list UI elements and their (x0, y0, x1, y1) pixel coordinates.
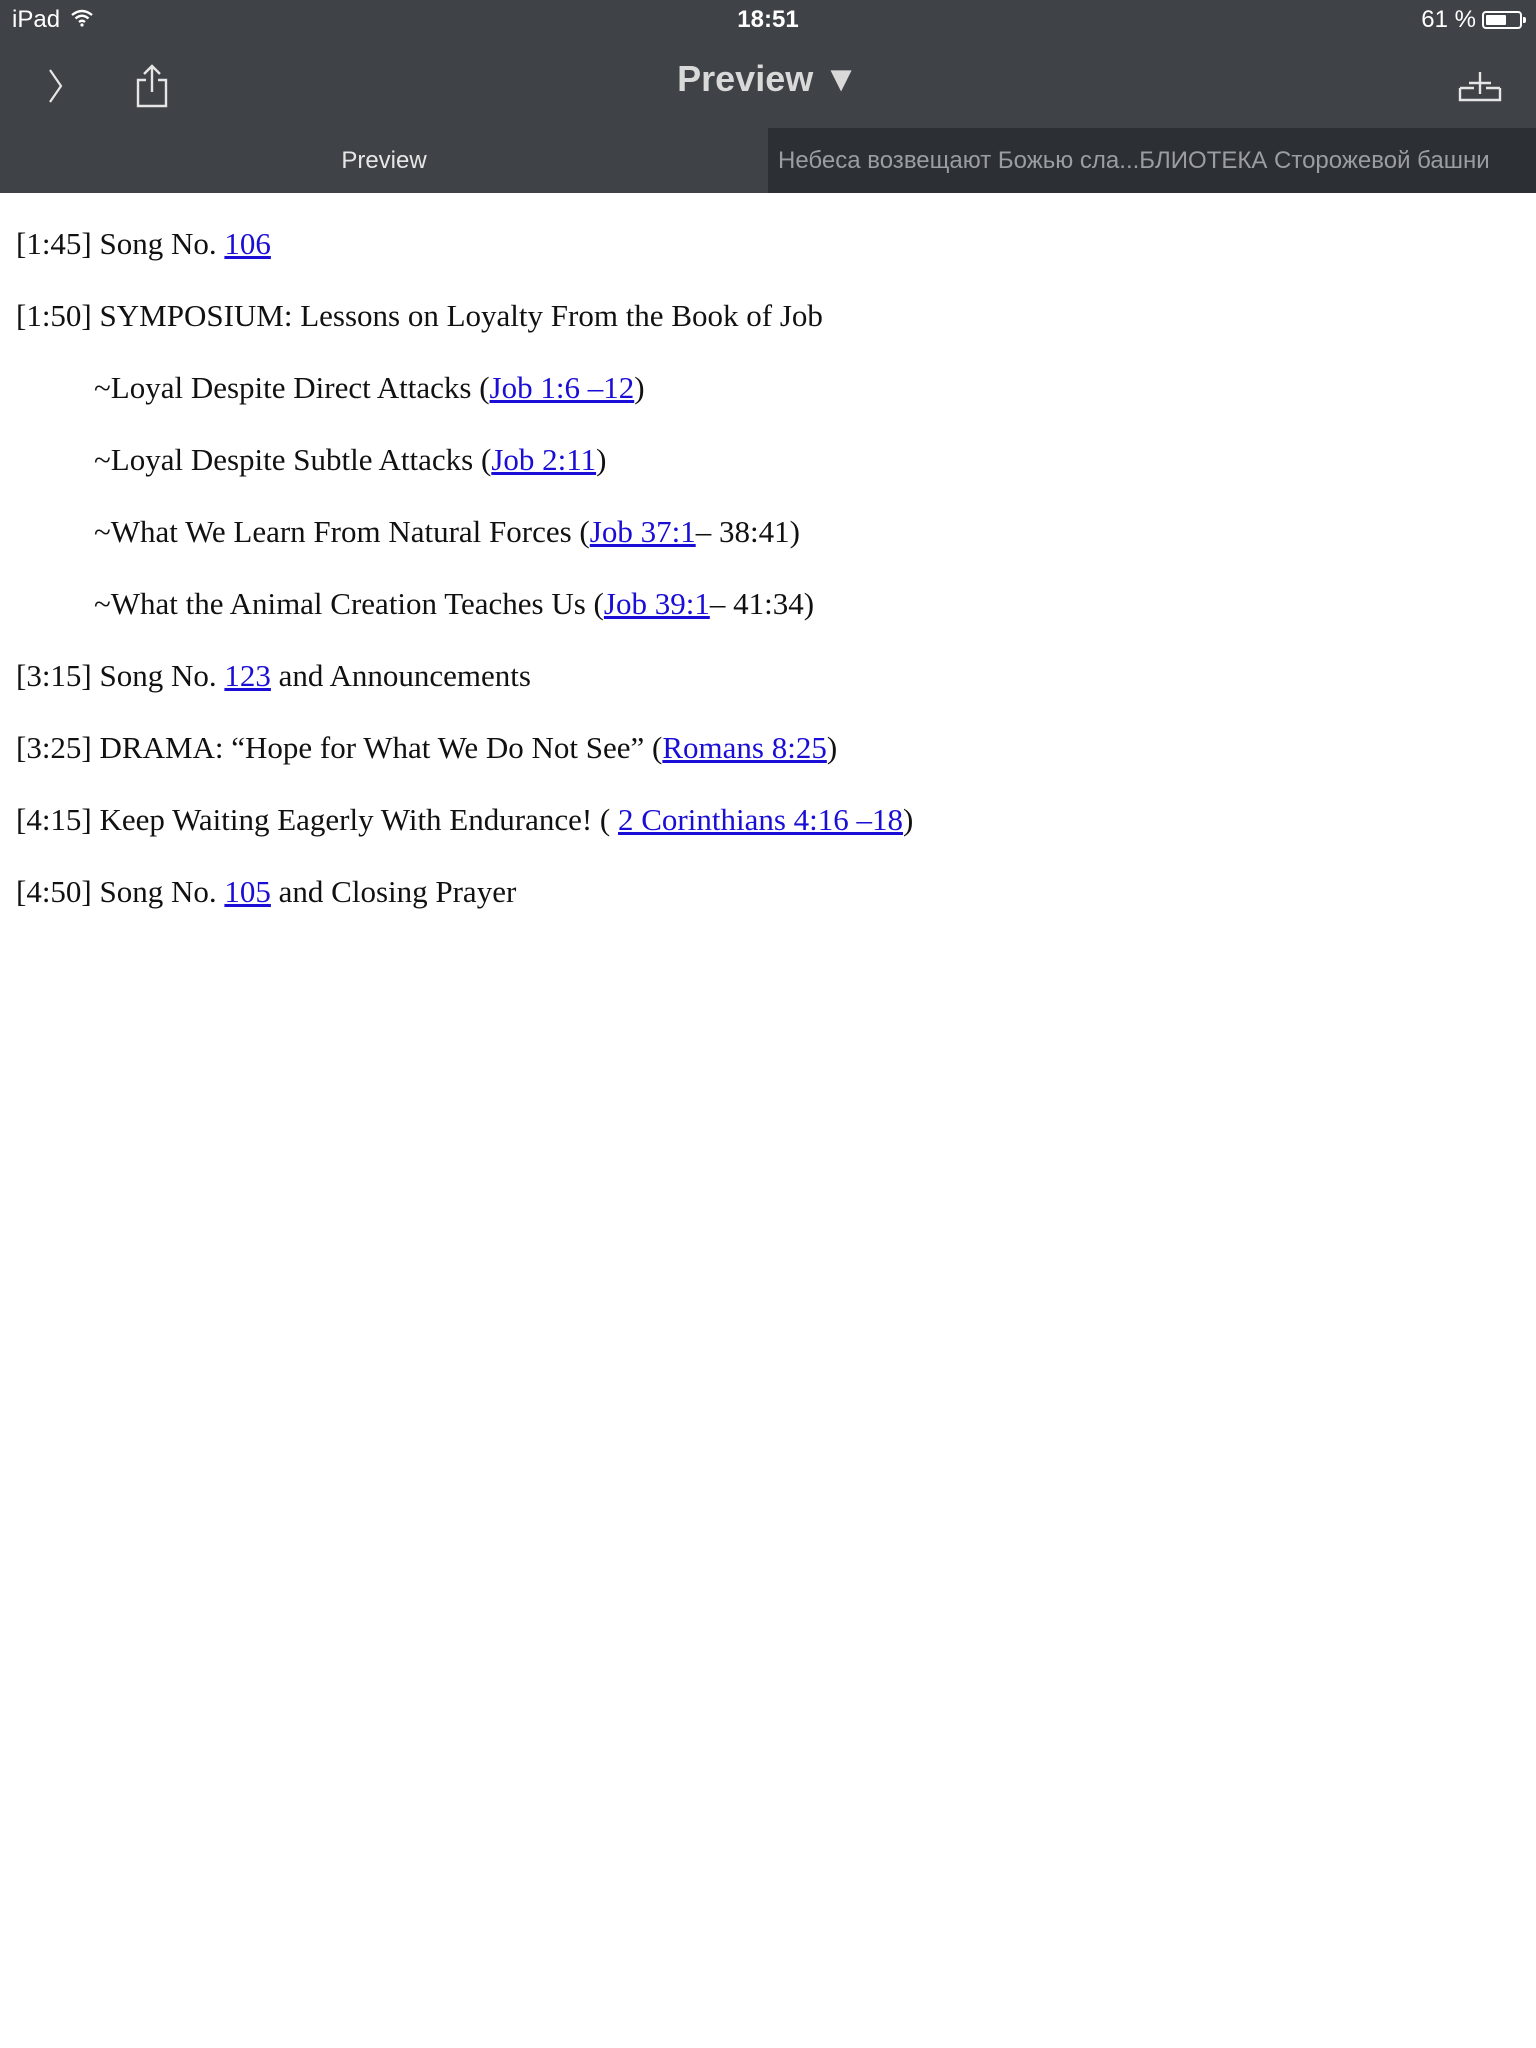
song-link[interactable]: 123 (224, 658, 271, 693)
tab-preview[interactable]: Preview (0, 128, 768, 193)
program-line (16, 280, 1516, 352)
line-text: [1:50] SYMPOSIUM: Lessons on Loyalty From the Book of Job (16, 298, 823, 333)
program-line (16, 856, 1516, 928)
dropdown-arrow-icon: ▼ (823, 58, 859, 99)
nav-title (0, 58, 1536, 100)
line-text: ~Loyal Despite Subtle Attacks ( (94, 442, 492, 477)
line-text-after: ) (903, 802, 914, 837)
program-line (16, 568, 1516, 640)
top-bar (0, 0, 1536, 193)
scripture-link[interactable]: 2 Corinthians 4:16 –18 (618, 802, 904, 837)
line-text-after: ) (634, 370, 645, 405)
navigation-bar (0, 40, 1536, 128)
preview-dropdown[interactable] (677, 58, 859, 99)
line-text: [4:15] Keep Waiting Eagerly With Endurance! ( (16, 802, 618, 837)
song-link[interactable]: 105 (224, 874, 271, 909)
line-text-after: ) (826, 730, 838, 765)
scripture-link[interactable]: Job 39:1 (603, 586, 710, 621)
share-icon[interactable] (124, 58, 180, 114)
scripture-link[interactable]: Job 1:6 –12 (489, 370, 635, 405)
status-time: 18:51 (737, 6, 799, 33)
tab-document[interactable]: Небеса возвещают Божью сла...БЛИОТЕКА Сторожевой башни (768, 128, 1536, 193)
line-text: ~Loyal Despite Direct Attacks ( (94, 370, 490, 405)
line-text: ~What We Learn From Natural Forces ( (94, 514, 590, 549)
battery-fill (1486, 15, 1506, 25)
scripture-link[interactable]: Job 2:11 (491, 442, 597, 477)
preview-content (16, 193, 1516, 928)
program-line (16, 208, 1516, 280)
tab-strip (0, 128, 1536, 193)
program-line (16, 712, 1516, 784)
line-text: [3:15] Song No. (16, 658, 225, 693)
battery-icon (1482, 11, 1522, 29)
line-text: [1:45] Song No. (16, 226, 225, 261)
device-name: iPad (12, 6, 61, 33)
program-line (16, 496, 1516, 568)
line-text-after: ) (596, 442, 607, 477)
program-line (16, 424, 1516, 496)
line-text: ~What the Animal Creation Teaches Us ( (94, 586, 604, 621)
line-text: [4:50] Song No. (16, 874, 225, 909)
program-line (16, 352, 1516, 424)
add-tab-icon[interactable] (1452, 58, 1508, 114)
line-text-after: and Announcements (270, 658, 531, 693)
song-link[interactable]: 106 (224, 226, 271, 261)
status-bar (0, 0, 1536, 40)
line-text-after: – 38:41) (695, 514, 800, 549)
chevron-right-icon[interactable] (28, 58, 84, 114)
line-text-after: – 41:34) (709, 586, 815, 621)
program-line (16, 640, 1516, 712)
scripture-link[interactable]: Job 37:1 (589, 514, 696, 549)
line-text: [3:25] DRAMA: “Hope for What We Do Not See” ( (16, 730, 663, 765)
nav-title-text: Preview (677, 58, 814, 99)
line-text-after: and Closing Prayer (270, 874, 517, 909)
battery-percent: 61 % (1421, 6, 1476, 33)
scripture-link[interactable]: Romans 8:25 (662, 730, 827, 765)
status-right (1421, 6, 1522, 34)
program-line (16, 784, 1516, 856)
